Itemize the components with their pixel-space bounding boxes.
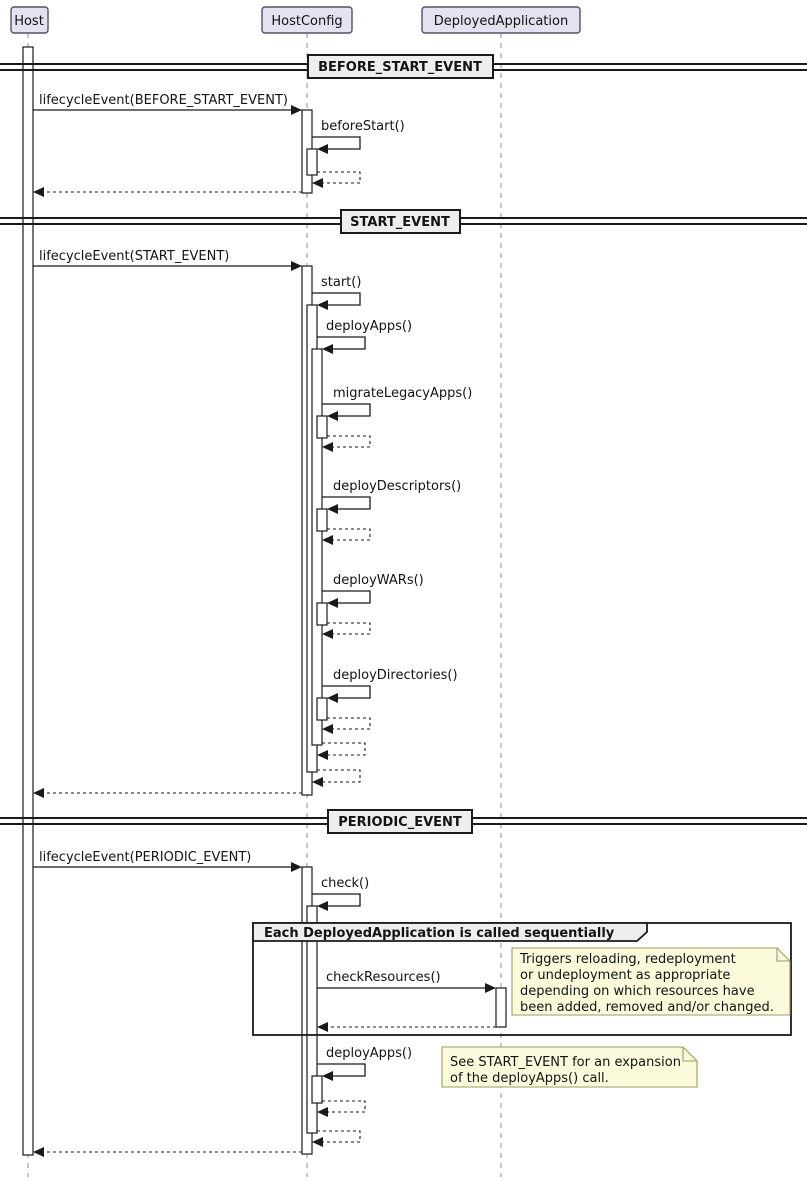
arrowhead bbox=[291, 862, 302, 872]
note-line: or undeployment as appropriate bbox=[520, 968, 731, 983]
self-call-line bbox=[322, 686, 370, 698]
activation-deploydirectories bbox=[317, 698, 327, 720]
message-deploydescriptors bbox=[322, 479, 461, 514]
note-triggers-reloading bbox=[512, 948, 790, 1015]
arrowhead bbox=[322, 344, 333, 354]
message-label: beforeStart() bbox=[321, 119, 405, 134]
arrowhead bbox=[317, 1107, 328, 1117]
arrowhead bbox=[291, 261, 302, 271]
arrowhead bbox=[322, 442, 333, 452]
return-start bbox=[312, 770, 360, 787]
self-call-line bbox=[312, 137, 360, 149]
return-line bbox=[327, 718, 370, 729]
activation-hostconfig-nested bbox=[307, 149, 317, 175]
arrowhead bbox=[327, 598, 338, 608]
divider-before-start-event bbox=[0, 55, 807, 78]
message-deploydirectories bbox=[322, 668, 458, 703]
message-lifecycleevent-periodic-event bbox=[33, 850, 302, 872]
arrowhead bbox=[312, 1137, 323, 1147]
arrowhead bbox=[317, 144, 328, 154]
message-label: deployApps() bbox=[326, 319, 413, 334]
arrowhead bbox=[322, 724, 333, 734]
self-call-line bbox=[322, 497, 370, 509]
activation-deploydescriptors bbox=[317, 509, 327, 531]
message-label: start() bbox=[321, 275, 362, 290]
return-deployapps bbox=[317, 743, 365, 760]
arrowhead bbox=[322, 629, 333, 639]
activation-host bbox=[23, 47, 33, 1155]
participant-host bbox=[11, 7, 48, 33]
return-deploydirectories bbox=[322, 718, 370, 734]
message-label: deployWARs() bbox=[333, 573, 424, 588]
arrowhead bbox=[317, 300, 328, 310]
return-line bbox=[322, 743, 365, 755]
return-line bbox=[327, 436, 370, 447]
message-deployapps bbox=[317, 319, 412, 354]
return-line bbox=[322, 1101, 365, 1112]
return-to-host-1 bbox=[33, 187, 302, 197]
divider-start-event bbox=[0, 210, 807, 233]
arrowhead bbox=[322, 1071, 333, 1081]
arrowhead bbox=[33, 1147, 44, 1157]
return-check bbox=[312, 1131, 360, 1147]
return-deploywars bbox=[322, 623, 370, 639]
return-line bbox=[327, 529, 370, 540]
participant-label: Host bbox=[14, 14, 44, 29]
participant-hostconfig bbox=[262, 7, 352, 33]
self-call-line bbox=[322, 404, 370, 416]
arrowhead bbox=[317, 901, 328, 911]
divider-label: PERIODIC_EVENT bbox=[338, 815, 462, 830]
return-line bbox=[317, 770, 360, 782]
message-label: lifecycleEvent(START_EVENT) bbox=[39, 249, 230, 264]
message-check bbox=[312, 876, 369, 911]
self-call-line bbox=[312, 894, 360, 906]
message-lifecycleevent-start-event bbox=[33, 249, 302, 271]
activation-deployapps bbox=[312, 349, 322, 745]
return-line bbox=[317, 172, 360, 183]
note-line: Triggers reloading, redeployment bbox=[520, 952, 736, 967]
arrowhead bbox=[312, 777, 323, 787]
participant-label: DeployedApplication bbox=[433, 14, 569, 29]
arrowhead bbox=[485, 983, 496, 993]
return-deployapps-periodic bbox=[317, 1101, 365, 1117]
message-label: deployDescriptors() bbox=[333, 479, 462, 494]
arrowhead bbox=[327, 411, 338, 421]
group-label: Each DeployedApplication is called sequentially bbox=[264, 926, 615, 941]
return-beforestart bbox=[312, 172, 360, 188]
arrowhead bbox=[33, 788, 44, 798]
message-label: checkResources() bbox=[326, 970, 441, 985]
activation-deployapps-periodic bbox=[312, 1076, 322, 1103]
arrowhead bbox=[317, 750, 328, 760]
message-label: lifecycleEvent(PERIODIC_EVENT) bbox=[39, 850, 252, 865]
arrowhead bbox=[317, 1022, 328, 1032]
arrowhead bbox=[33, 187, 44, 197]
message-checkresources bbox=[317, 970, 496, 993]
self-call-line bbox=[322, 591, 370, 603]
arrowhead bbox=[322, 535, 333, 545]
message-beforestart bbox=[312, 119, 405, 154]
activation-deployedapplication bbox=[496, 988, 506, 1027]
self-call-line bbox=[317, 337, 365, 349]
message-label: deployDirectories() bbox=[333, 668, 458, 683]
message-label: migrateLegacyApps() bbox=[333, 386, 473, 401]
message-label: lifecycleEvent(BEFORE_START_EVENT) bbox=[39, 93, 288, 108]
note-line: depending on which resources have bbox=[520, 984, 755, 999]
arrowhead bbox=[327, 504, 338, 514]
return-line bbox=[317, 1131, 360, 1142]
self-call-line bbox=[312, 293, 360, 305]
activation-migratelegacyapps bbox=[317, 416, 327, 438]
return-to-host-3 bbox=[33, 1147, 302, 1157]
note-line: of the deployApps() call. bbox=[450, 1071, 609, 1086]
return-migratelegacyapps bbox=[322, 436, 370, 452]
message-label: check() bbox=[321, 876, 370, 891]
participant-label: HostConfig bbox=[271, 14, 343, 29]
message-label: deployApps() bbox=[326, 1046, 413, 1061]
divider-label: BEFORE_START_EVENT bbox=[318, 60, 482, 75]
return-checkresources bbox=[317, 1022, 496, 1032]
note-see-start-event bbox=[442, 1047, 697, 1087]
arrowhead bbox=[312, 178, 323, 188]
return-to-host-2 bbox=[33, 788, 302, 798]
message-deploywars bbox=[322, 573, 424, 608]
participant-deployedapplication bbox=[422, 7, 580, 33]
note-line: See START_EVENT for an expansion bbox=[450, 1055, 681, 1070]
return-deploydescriptors bbox=[322, 529, 370, 545]
message-deployapps-periodic bbox=[317, 1046, 412, 1081]
message-migratelegacyapps bbox=[322, 386, 472, 421]
note-line: been added, removed and/or changed. bbox=[520, 1000, 774, 1015]
arrowhead bbox=[327, 693, 338, 703]
arrowhead bbox=[291, 105, 302, 115]
message-start bbox=[312, 275, 361, 310]
message-lifecycleevent-before-start-event bbox=[33, 93, 302, 115]
self-call-line bbox=[317, 1064, 365, 1076]
activation-deploywars bbox=[317, 603, 327, 625]
return-line bbox=[327, 623, 370, 634]
divider-label: START_EVENT bbox=[350, 215, 450, 230]
divider-periodic-event bbox=[0, 810, 807, 833]
